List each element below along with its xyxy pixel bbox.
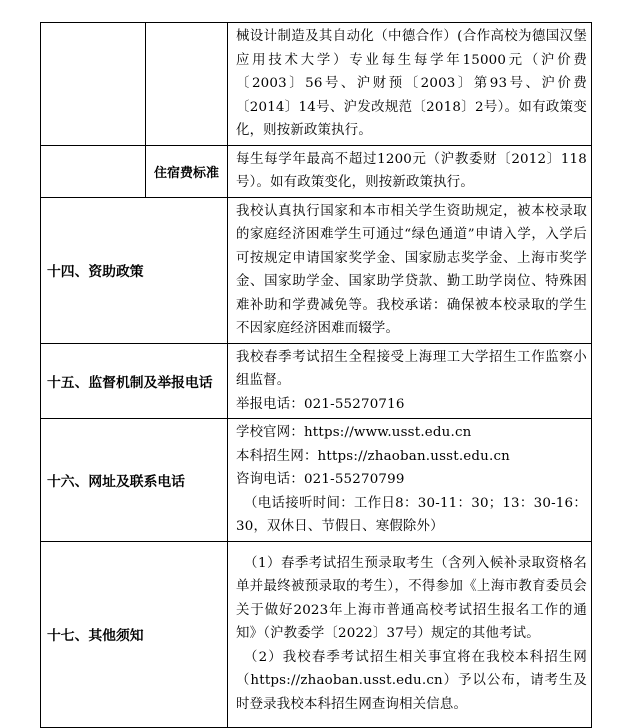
- aid-policy-text: 我校认真执行国家和本市相关学生资助规定，被本校录取的家庭经济困难学生可通过“绿色通道”申请入学，入学后可按规定申请国家奖学金、国家励志奖学金、上海市奖学金、国家助学金、国家助学贷款、勤工助学岗位、特殊困难补助和学费减免等。我校承诺：确保被本校录取的学生不因家庭经济困难而辍学。: [228, 197, 592, 343]
- other-notes-row: [41, 541, 592, 727]
- aid-policy-row: [41, 197, 592, 343]
- supervision-text: 我校春季考试招生全程接受上海理工大学招生工作监察小组监督。 举报电话：021-55270716: [228, 343, 592, 419]
- empty-cell: [41, 23, 146, 146]
- supervision-label: 十五、监督机制及举报电话: [41, 343, 228, 419]
- note-1: （1）春季考试招生预录取考生（含列入候补录取资格名单并最终被预录取的考生），不得参加《上海市教育委员会关于做好2023年上海市普通高校考试招生报名工作的通知》（沪教委学〔2022〕37号）规定的其他考试。: [236, 555, 587, 642]
- contact-label: 十六、网址及联系电话: [41, 419, 228, 542]
- tuition-text: 械设计制造及其自动化（中德合作）(合作高校为德国汉堡应用技术大学）专业每生每学年15000元（沪价费〔2003〕56号、沪财预〔2003〕第93号、沪价费〔2014〕14号、沪发改规范〔2018〕2号）。如有政策变化，则按新政策执行。: [228, 23, 592, 146]
- lodging-label: 住宿费标准: [146, 145, 228, 197]
- note-2: （2）我校春季考试招生相关事宜将在我校本科招生网（https://zhaoban.usst.edu.cn）予以公布，请考生及时登录我校本科招生网查询相关信息。: [236, 649, 587, 712]
- contact-row: [41, 419, 592, 542]
- contact-text: [228, 419, 592, 542]
- consult-phone: 咨询电话：021-55270799: [236, 472, 405, 487]
- empty-cell: [146, 23, 228, 146]
- report-phone: 举报电话：021-55270716: [236, 396, 405, 412]
- admissions-website: 本科招生网：https://zhaoban.usst.edu.cn: [236, 448, 510, 464]
- admissions-info-table: [40, 22, 592, 728]
- other-notes-label: 十七、其他须知: [41, 541, 228, 727]
- tuition-continued-row: [41, 23, 592, 146]
- supervision-row: [41, 343, 592, 419]
- phone-hours: （电话接听时间：工作日8：30-11：30；13：30-16：30，双休日、节假日、寒假除外）: [236, 495, 587, 534]
- lodging-text: 每生每学年最高不超过1200元（沪教委财〔2012〕118号）。如有政策变化，则按新政策执行。: [228, 145, 592, 197]
- aid-policy-label: 十四、资助政策: [41, 197, 228, 343]
- empty-cell: [41, 145, 146, 197]
- lodging-row: [41, 145, 592, 197]
- other-notes-text: [228, 541, 592, 727]
- school-website: 学校官网：https://www.usst.edu.cn: [236, 425, 472, 440]
